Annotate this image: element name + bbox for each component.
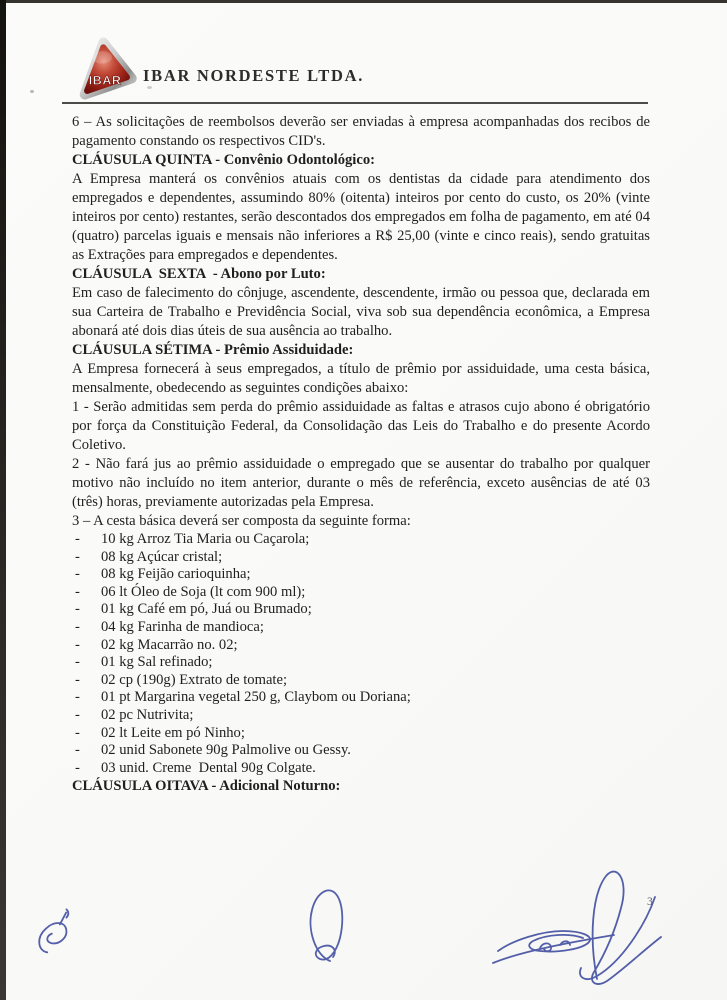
list-item: - 04 kg Farinha de mandioca;: [72, 619, 650, 637]
clause-setima-title: CLÁUSULA SÉTIMA - Prêmio Assiduidade:: [72, 342, 354, 358]
company-logo-icon: [76, 36, 138, 106]
list-dash: -: [75, 759, 80, 776]
list-dash: -: [75, 531, 80, 547]
logo-text: IBAR: [88, 73, 122, 88]
header-divider: [62, 102, 648, 104]
list-dash: -: [75, 724, 80, 741]
list-dash: -: [75, 636, 80, 653]
clause-setima-intro: A Empresa fornecerá à seus empregados, a título de prêmio por assiduidade, uma cesta básica, mensalmente, obedecendo as seguintes condições abaixo:: [72, 361, 650, 396]
initials-signature-ink: [33, 909, 77, 954]
list-dash: -: [75, 548, 80, 565]
clause-oitava-title: CLÁUSULA OITAVA - Adicional Noturno:: [72, 778, 341, 795]
list-item: - 08 kg Açúcar cristal;: [72, 549, 650, 567]
list-item: - 02 cp (190g) Extrato de tomate;: [72, 672, 650, 690]
document-body: [72, 113, 650, 796]
list-item: - 02 kg Macarrão no. 02;: [72, 637, 650, 655]
list-dash: -: [75, 654, 80, 671]
list-dash: -: [75, 742, 80, 759]
scan-speck: [147, 86, 152, 89]
page-number: 3: [647, 896, 653, 908]
clause-setima-item-2: 2 - Não fará jus ao prêmio assiduidade o empregado que se ausentar do trabalho por qualquer motivo não incluído no item anterior, durante o mês de referência, exceto ausências de até 03 (três) horas, previamente autorizadas pela Empresa.: [72, 456, 650, 510]
main-signature-ink: [493, 872, 661, 984]
list-item: - 02 pc Nutrivita;: [72, 707, 650, 725]
clause-quinta-body: A Empresa manterá os convênios atuais com os dentistas da cidade para atendimento dos empregados e dependentes, assumindo 80% (oitenta) inteiros por cento do custo, os 20% (vinte inteiros por cento) restantes, serão descontados dos empregados em folha de pagamento, em até 04 (quatro) parcelas iguais e mensais não inferiores a R$ 25,00 (vinte e cinco reais), sendo gratuitas as Extrações para empregados e dependentes.: [72, 171, 650, 263]
list-item: - 03 unid. Creme Dental 90g Colgate.: [72, 760, 650, 778]
list-dash: -: [75, 671, 80, 688]
clause-setima-item-1: 1 - Serão admitidas sem perda do prêmio assiduidade as faltas e atrasos cujo abono é obrigatório por força da Constituição Federal, da Consolidação das Leis do Trabalho e do presente Acordo Coletivo.: [72, 399, 650, 453]
loop-signature-ink: [311, 890, 343, 961]
clause-quinta-title: CLÁUSULA QUINTA - Convênio Odontológico:: [72, 152, 375, 168]
scan-edge-left: [0, 0, 6, 1000]
list-item: - 10 kg Arroz Tia Maria ou Caçarola;: [72, 531, 650, 549]
clause-sexta-body: Em caso de falecimento do cônjuge, ascendente, descendente, irmão ou pessoa que, declarada em sua Carteira de Trabalho e Previdência Social, viva sob sua dependência econômica, a Empresa abonará até dois dias úteis de sua ausência ao trabalho.: [72, 285, 650, 339]
clause-setima-item-3-intro: 3 – A cesta básica deverá ser composta da seguinte forma:: [72, 513, 411, 529]
basket-list: [72, 531, 650, 777]
list-item: - 01 pt Margarina vegetal 250 g, Claybom ou Doriana;: [72, 689, 650, 707]
list-dash: -: [75, 566, 80, 583]
list-item: - 02 unid Sabonete 90g Palmolive ou Gessy.: [72, 742, 650, 760]
list-dash: -: [75, 601, 80, 618]
clause-sexta-title: CLÁUSULA SEXTA - Abono por Luto:: [72, 266, 326, 282]
list-item: - 08 kg Feijão carioquinha;: [72, 566, 650, 584]
list-dash: -: [75, 583, 80, 600]
intro-paragraph: 6 – As solicitações de reembolsos deverão ser enviadas à empresa acompanhadas dos recibos de pagamento constando os respectivos CID's.: [72, 114, 650, 149]
list-item: - 01 kg Café em pó, Juá ou Brumado;: [72, 601, 650, 619]
list-dash: -: [75, 618, 80, 635]
list-dash: -: [75, 706, 80, 723]
scan-speck: [30, 90, 34, 93]
list-item: - 06 lt Óleo de Soja (lt com 900 ml);: [72, 584, 650, 602]
scan-edge-top: [0, 0, 727, 3]
list-item: - 02 lt Leite em pó Ninho;: [72, 725, 650, 743]
list-dash: -: [75, 689, 80, 706]
list-item: - 01 kg Sal refinado;: [72, 654, 650, 672]
company-name: IBAR NORDESTE LTDA.: [143, 66, 365, 85]
